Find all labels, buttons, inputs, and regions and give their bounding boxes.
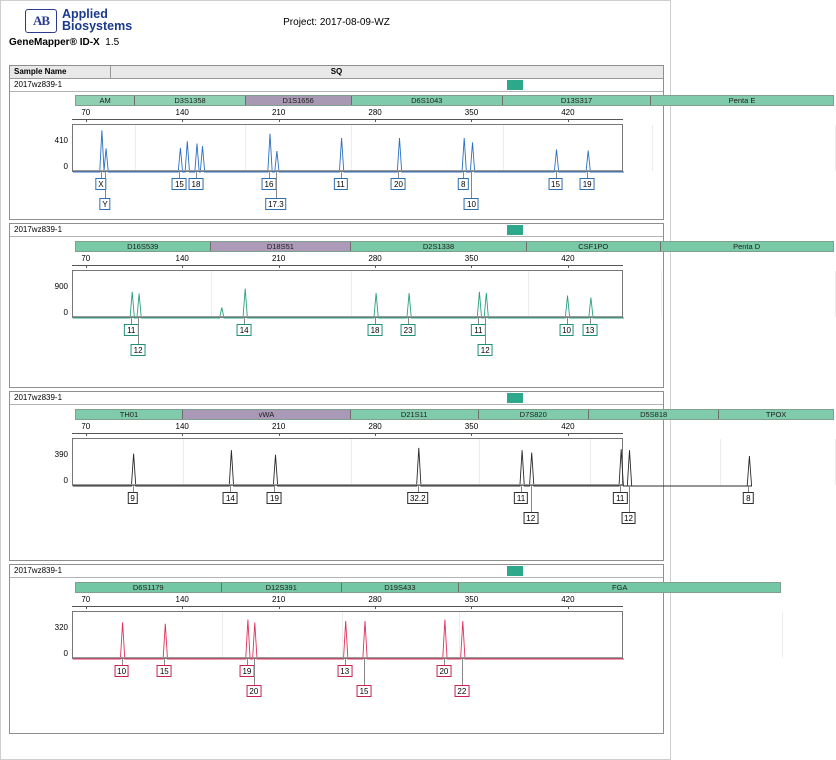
marker-penta-e[interactable] — [651, 96, 833, 105]
allele-call-box[interactable]: 15 — [157, 665, 172, 677]
axis-tick-label: 210 — [271, 108, 286, 117]
column-header-sq: SQ — [330, 67, 343, 76]
dye-panel-red — [9, 564, 664, 734]
electropherogram-plot-blue[interactable] — [72, 124, 623, 172]
marker-vwa[interactable] — [183, 410, 351, 419]
axis-tick — [86, 265, 87, 268]
sample-id-label: 2017wz839-1 — [14, 566, 63, 575]
allele-call-box[interactable]: 11 — [613, 492, 627, 504]
axis-tick — [182, 606, 183, 609]
marker-label: D3S1358 — [174, 96, 206, 105]
allele-call-box[interactable]: 12 — [621, 512, 636, 524]
allele-call-box[interactable]: 12 — [478, 344, 493, 356]
allele-call-box[interactable]: 10 — [114, 665, 129, 677]
allele-call-box[interactable]: 10 — [464, 198, 479, 210]
axis-tick — [568, 119, 569, 122]
allele-callout-line — [471, 172, 472, 198]
marker-label: D7S820 — [519, 410, 547, 419]
sq-quality-flag — [507, 80, 523, 90]
axis-tick — [182, 265, 183, 268]
marker-label: CSF1PO — [578, 242, 609, 251]
logo-line-1: Applied — [62, 7, 108, 21]
trace-svg — [73, 271, 624, 319]
size-axis — [72, 108, 623, 122]
axis-tick — [182, 119, 183, 122]
allele-callout-line — [629, 486, 630, 512]
allele-callout-line — [105, 172, 106, 198]
allele-call-box[interactable]: 15 — [357, 685, 372, 697]
sample-id-label: 2017wz839-1 — [14, 225, 63, 234]
axis-tick-label: 350 — [464, 422, 479, 431]
y-axis-tick-label: 900 — [54, 282, 68, 291]
page-header — [1, 1, 672, 55]
marker-label: D19S433 — [384, 583, 416, 592]
y-axis-tick-label: 390 — [54, 450, 68, 459]
marker-d1s1656[interactable] — [246, 96, 352, 105]
marker-label: D21S11 — [400, 410, 428, 419]
allele-call-box[interactable]: 18 — [368, 324, 383, 336]
dye-panel-blue — [9, 65, 756, 220]
marker-label: AM — [99, 96, 111, 105]
sample-row[interactable] — [10, 224, 663, 237]
axis-tick — [375, 433, 376, 436]
axis-tick-label: 280 — [368, 595, 382, 604]
axis-tick — [375, 119, 376, 122]
y-axis-tick-label: 410 — [54, 136, 68, 145]
axis-tick — [182, 433, 183, 436]
axis-tick — [375, 606, 376, 609]
plot-baseline — [73, 484, 622, 485]
sample-row[interactable] — [10, 565, 663, 578]
axis-tick-label: 70 — [81, 422, 91, 431]
plot-baseline — [73, 657, 622, 658]
size-axis — [72, 254, 623, 268]
marker-label: D5S818 — [640, 410, 668, 419]
allele-call-box[interactable]: 13 — [582, 324, 597, 336]
sample-id-label: 2017wz839-1 — [14, 80, 63, 89]
plot-gridline — [782, 612, 783, 658]
axis-tick-label: 350 — [464, 108, 479, 117]
allele-callout-line — [485, 318, 486, 344]
marker-label: FGA — [612, 583, 628, 592]
allele-call-box[interactable]: 14 — [237, 324, 252, 336]
sq-quality-flag — [507, 393, 523, 403]
axis-tick — [568, 606, 569, 609]
ab-logo-mark: AB — [25, 9, 57, 33]
software-version: 1.5 — [105, 37, 120, 48]
axis-tick-label: 280 — [368, 108, 382, 117]
allele-callout-line — [462, 659, 463, 685]
marker-bar — [75, 95, 834, 106]
axis-tick-label: 420 — [561, 108, 575, 117]
allele-call-box[interactable]: 17.3 — [265, 198, 287, 210]
axis-tick — [86, 433, 87, 436]
marker-label: D1S1656 — [282, 96, 314, 105]
axis-tick-label: 420 — [561, 595, 575, 604]
size-axis — [72, 422, 623, 436]
allele-call-box[interactable]: 8 — [743, 492, 753, 504]
y-axis-zero-label: 0 — [63, 649, 68, 658]
allele-call-box[interactable]: 19 — [239, 665, 254, 677]
marker-d18s51[interactable] — [211, 242, 351, 251]
dye-panel-black — [9, 391, 787, 561]
allele-callout-line — [254, 659, 255, 685]
marker-fga[interactable] — [459, 583, 780, 592]
plot-gridline — [661, 271, 662, 317]
marker-label: D18S51 — [266, 242, 294, 251]
marker-d21s11[interactable] — [351, 410, 479, 419]
axis-tick — [471, 119, 472, 122]
marker-d7s820[interactable] — [479, 410, 589, 419]
marker-d6s1043[interactable] — [352, 96, 503, 105]
axis-line — [72, 606, 623, 607]
axis-tick-label: 210 — [271, 422, 286, 431]
project-label: Project: 2017-08-09-WZ — [283, 17, 390, 28]
axis-tick-label: 70 — [81, 108, 91, 117]
allele-call-box[interactable]: 11 — [333, 178, 347, 190]
marker-d16s539[interactable] — [76, 242, 211, 251]
axis-tick — [568, 265, 569, 268]
plot-gridline — [720, 439, 721, 485]
software-title — [9, 37, 119, 48]
allele-call-box[interactable]: 22 — [454, 685, 469, 697]
allele-call-box[interactable]: 11 — [514, 492, 528, 504]
allele-call-box[interactable]: 23 — [401, 324, 416, 336]
plot-baseline — [73, 316, 622, 317]
allele-callout-line — [276, 172, 277, 198]
electropherogram-plot-red[interactable] — [72, 611, 623, 659]
axis-tick — [86, 606, 87, 609]
y-axis-zero-label: 0 — [63, 476, 68, 485]
axis-tick-label: 70 — [81, 254, 91, 263]
trace-svg — [73, 439, 624, 487]
marker-csf1po[interactable] — [527, 242, 661, 251]
axis-tick-label: 280 — [368, 422, 382, 431]
allele-call-box[interactable]: 19 — [267, 492, 282, 504]
axis-tick-label: 140 — [175, 422, 189, 431]
marker-label: D6S1043 — [411, 96, 443, 105]
axis-tick-label: 140 — [175, 254, 189, 263]
allele-call-box[interactable]: 15 — [548, 178, 563, 190]
axis-tick — [279, 265, 280, 268]
marker-label: Penta D — [733, 242, 761, 251]
allele-call-box[interactable]: 19 — [580, 178, 595, 190]
y-axis-zero-label: 0 — [63, 162, 68, 171]
allele-call-box[interactable]: 16 — [262, 178, 277, 190]
allele-call-box[interactable]: 13 — [337, 665, 352, 677]
axis-line — [72, 119, 623, 120]
axis-tick — [279, 433, 280, 436]
software-name: GeneMapper® ID-X — [9, 37, 100, 48]
sample-row[interactable] — [10, 392, 663, 405]
marker-d5s818[interactable] — [589, 410, 720, 419]
marker-d3s1358[interactable] — [135, 96, 245, 105]
sample-id-label: 2017wz839-1 — [14, 393, 63, 402]
allele-call-box[interactable]: 11 — [124, 324, 138, 336]
plot-baseline — [73, 170, 622, 171]
size-axis — [72, 595, 623, 609]
axis-tick-label: 280 — [368, 254, 382, 263]
axis-tick-label: 70 — [81, 595, 91, 604]
allele-call-box[interactable]: 11 — [471, 324, 485, 336]
column-header-sample-name: Sample Name — [14, 67, 67, 76]
allele-callout-line — [531, 486, 532, 512]
marker-tpox[interactable] — [719, 410, 832, 419]
allele-callout-line — [364, 659, 365, 685]
allele-callout-line — [138, 318, 139, 344]
axis-tick — [471, 433, 472, 436]
axis-line — [72, 265, 623, 266]
allele-call-box[interactable]: 20 — [391, 178, 406, 190]
allele-call-box[interactable]: 12 — [131, 344, 146, 356]
allele-call-box[interactable]: 20 — [436, 665, 451, 677]
marker-th01[interactable] — [76, 410, 183, 419]
electropherogram-plot-green[interactable] — [72, 270, 623, 318]
dye-panel-green — [9, 223, 761, 388]
allele-call-box[interactable]: 9 — [127, 492, 137, 504]
marker-d6s1179[interactable] — [76, 583, 222, 592]
axis-tick-label: 140 — [175, 108, 189, 117]
allele-call-box[interactable]: X — [95, 178, 106, 190]
trace-svg — [73, 125, 624, 173]
axis-tick — [279, 119, 280, 122]
marker-am[interactable] — [76, 96, 136, 105]
y-axis-zero-label: 0 — [63, 308, 68, 317]
allele-call-box[interactable]: 14 — [223, 492, 238, 504]
axis-tick-label: 350 — [464, 595, 479, 604]
allele-call-box[interactable]: Y — [99, 198, 110, 210]
axis-tick-label: 420 — [561, 254, 575, 263]
plot-gridline — [652, 125, 653, 171]
marker-bar — [75, 409, 834, 420]
allele-call-box[interactable]: 12 — [523, 512, 538, 524]
trace-svg — [73, 612, 624, 660]
axis-line — [72, 433, 623, 434]
table-header-bar — [10, 66, 663, 79]
axis-tick-label: 350 — [464, 254, 479, 263]
axis-tick-label: 210 — [271, 254, 286, 263]
allele-call-box[interactable]: 8 — [458, 178, 468, 190]
marker-d2s1338[interactable] — [351, 242, 527, 251]
axis-tick — [471, 265, 472, 268]
axis-tick — [86, 119, 87, 122]
marker-label: D2S1338 — [422, 242, 455, 251]
marker-label: Penta E — [728, 96, 756, 105]
marker-label: D13S317 — [560, 96, 593, 105]
marker-label: TPOX — [765, 410, 787, 419]
marker-d19s433[interactable] — [342, 583, 459, 592]
marker-penta-d[interactable] — [661, 242, 833, 251]
allele-call-box[interactable]: 10 — [559, 324, 574, 336]
marker-d12s391[interactable] — [222, 583, 342, 592]
marker-bar — [75, 241, 834, 252]
sample-row[interactable] — [10, 79, 663, 92]
marker-label: TH01 — [119, 410, 139, 419]
marker-label: D16S539 — [127, 242, 159, 251]
axis-tick — [375, 265, 376, 268]
allele-call-box[interactable]: 15 — [172, 178, 187, 190]
marker-bar — [75, 582, 782, 593]
logo-line-2: Biosystems — [62, 18, 133, 33]
axis-tick-label: 420 — [561, 422, 575, 431]
axis-tick-label: 210 — [271, 595, 286, 604]
sq-quality-flag — [507, 225, 523, 235]
axis-tick — [279, 606, 280, 609]
y-axis-tick-label: 320 — [54, 623, 68, 632]
marker-label: D12S391 — [265, 583, 297, 592]
marker-label: vWA — [258, 410, 275, 419]
marker-label: D6S1179 — [132, 583, 164, 592]
marker-d13s317[interactable] — [503, 96, 651, 105]
sq-quality-flag — [507, 566, 523, 576]
allele-call-box[interactable]: 20 — [246, 685, 261, 697]
allele-call-box[interactable]: 32.2 — [407, 492, 429, 504]
axis-tick-label: 140 — [175, 595, 189, 604]
allele-call-box[interactable]: 18 — [189, 178, 204, 190]
electropherogram-plot-black[interactable] — [72, 438, 623, 486]
axis-tick — [568, 433, 569, 436]
axis-tick — [471, 606, 472, 609]
